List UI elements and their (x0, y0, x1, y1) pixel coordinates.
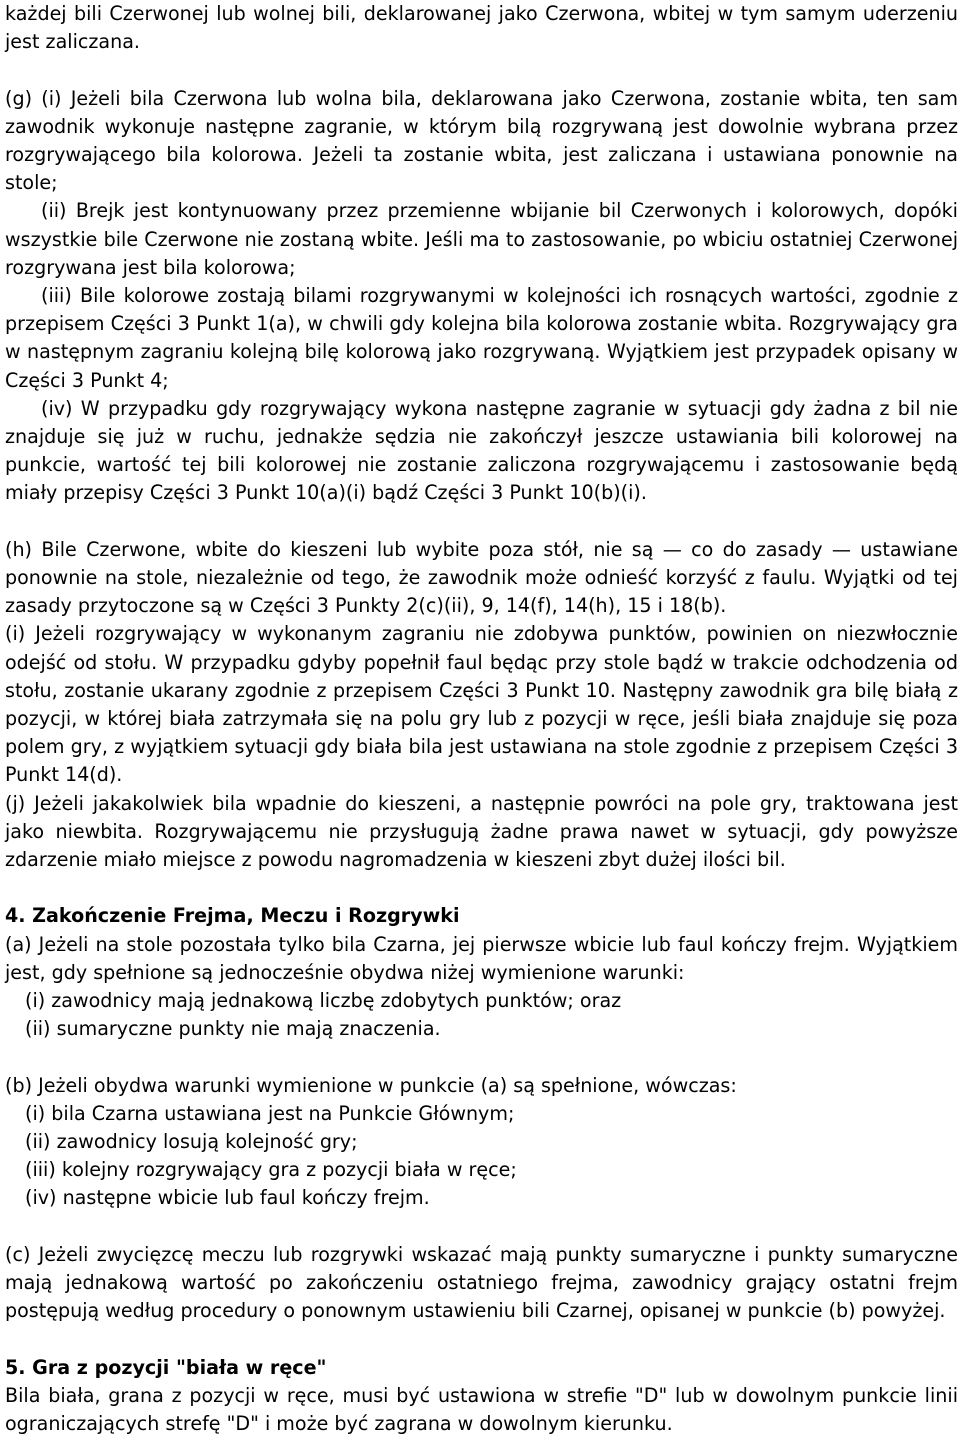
rule-g-i: (g) (i) Jeżeli bila Czerwona lub wolna bila, deklarowana jako Czerwona, zostanie wbita, ten sam zawodnik wykonuje następne zagranie, w którym bilą rozgrywaną jest dowolnie wybrana przez rozgrywającego bila kolorowa. Jeżeli ta zostanie wbita, jest zaliczana i ustawiana ponownie na stole; (5, 86, 958, 195)
rule-g-iv: (iv) W przypadku gdy rozgrywający wykona następne zagranie w sytuacji gdy żadna z bil nie znajduje się już w ruchu, jednakże sędzia nie zakończył jeszcze ustawiania bili kolorowej na punkcie, wartość tej bili kolorowej nie zostanie zaliczona rozgrywającemu i zastosowanie będą miały przepisy Części 3 Punkt 10(a)(i) bądź Części 3 Punkt 10(b)(i). (5, 396, 958, 505)
rule-j: (j) Jeżeli jakakolwiek bila wpadnie do kieszeni, a następnie powróci na pole gry, traktowana jest jako niewbita. Rozgrywającemu nie przysługują żadne prawa nawet w sytuacji, gdy powyższe zdarzenie miało miejsce z powodu nagromadzenia w kieszeni zbyt dużej ilości bil. (5, 791, 958, 872)
section-4-b: (b) Jeżeli obydwa warunki wymienione w punkcie (a) są spełnione, wówczas: (5, 1073, 737, 1097)
section-4-a-item: (ii) sumaryczne punkty nie mają znaczenia. (25, 1017, 441, 1041)
section-5-heading: 5. Gra z pozycji "biała w ręce" (5, 1355, 327, 1379)
section-4-heading: 4. Zakończenie Frejma, Meczu i Rozgrywki (5, 904, 460, 928)
section-4-a: (a) Jeżeli na stole pozostała tylko bila Czarna, jej pierwsze wbicie lub faul kończy frejm. Wyjątkiem jest, gdy spełnione są jednocześnie obydwa niżej wymienione warunki: (5, 932, 958, 984)
continuation-paragraph: każdej bili Czerwonej lub wolnej bili, deklarowanej jako Czerwona, wbitej w tym samym uderzeniu jest zaliczana. (5, 2, 958, 54)
rule-i: (i) Jeżeli rozgrywający w wykonanym zagraniu nie zdobywa punktów, powinien on niezwłocznie odejść od stołu. W przypadku gdyby popełnił faul będąc przy stole bądź w trakcie odchodzenia od stołu, zostanie ukarany zgodnie z przepisem Części 3 Punkt 10. Następny zawodnik gra bilę białą z pozycji, w której biała zatrzymała się na polu gry lub z pozycji w ręce, jeśli biała znajduje się poza polem gry, z wyjątkiem sytuacji gdy biała bila jest ustawiana na stole zgodnie z przepisem Części 3 Punkt 14(d). (5, 622, 958, 787)
rule-h: (h) Bile Czerwone, wbite do kieszeni lub wybite poza stół, nie są — co do zasady — ustawiane ponownie na stole, niezależnie od tego, że zawodnik może odnieść korzyść z faulu. Wyjątki od tej zasady przytoczone są w Części 3 Punkty 2(c)(ii), 9, 14(f), 14(h), 15 i 18(b). (5, 537, 958, 618)
rule-g-ii: (ii) Brejk jest kontynuowany przez przemienne wbijanie bil Czerwonych i kolorowych, dopóki wszystkie bile Czerwone nie zostaną wbite. Jeśli ma to zastosowanie, po wbiciu ostatniej Czerwonej rozgrywana jest bila kolorowa; (5, 199, 958, 279)
section-4-c: (c) Jeżeli zwycięzcę meczu lub rozgrywki wskazać mają punkty sumaryczne i punkty sumaryczne mają jednakową wartość po zakończeniu ostatniego frejma, zawodnicy grający ostatni frejm postępują według procedury o ponownym ustawieniu bili Czarnej, opisanej w punkcie (b) powyżej. (5, 1242, 958, 1323)
section-4-b-item: (iii) kolejny rozgrywający gra z pozycji biała w ręce; (25, 1158, 517, 1182)
section-4-b-item: (iv) następne wbicie lub faul kończy frejm. (25, 1186, 430, 1210)
section-4-b-item: (i) bila Czarna ustawiana jest na Punkcie Głównym; (25, 1101, 515, 1125)
section-4-a-item: (i) zawodnicy mają jednakową liczbę zdobytych punktów; oraz (25, 989, 622, 1013)
section-5-text: Bila biała, grana z pozycji w ręce, musi być ustawiona w strefie "D" lub w dowolnym punkcie linii ograniczających strefę "D" i może być zagrana w dowolnym kierunku. (5, 1383, 958, 1436)
section-4-b-item: (ii) zawodnicy losują kolejność gry; (25, 1130, 358, 1154)
document-page (5, 0, 958, 1438)
rule-g-iii: (iii) Bile kolorowe zostają bilami rozgrywanymi w kolejności ich rosnących wartości, zgodnie z przepisem Części 3 Punkt 1(a), w chwili gdy kolejna bila kolorowa zostanie wbita. Rozgrywający gra w następnym zagraniu kolejną bilę kolorową jako rozgrywaną. Wyjątkiem jest przypadek opisany w Części 3 Punkt 4; (5, 284, 958, 392)
